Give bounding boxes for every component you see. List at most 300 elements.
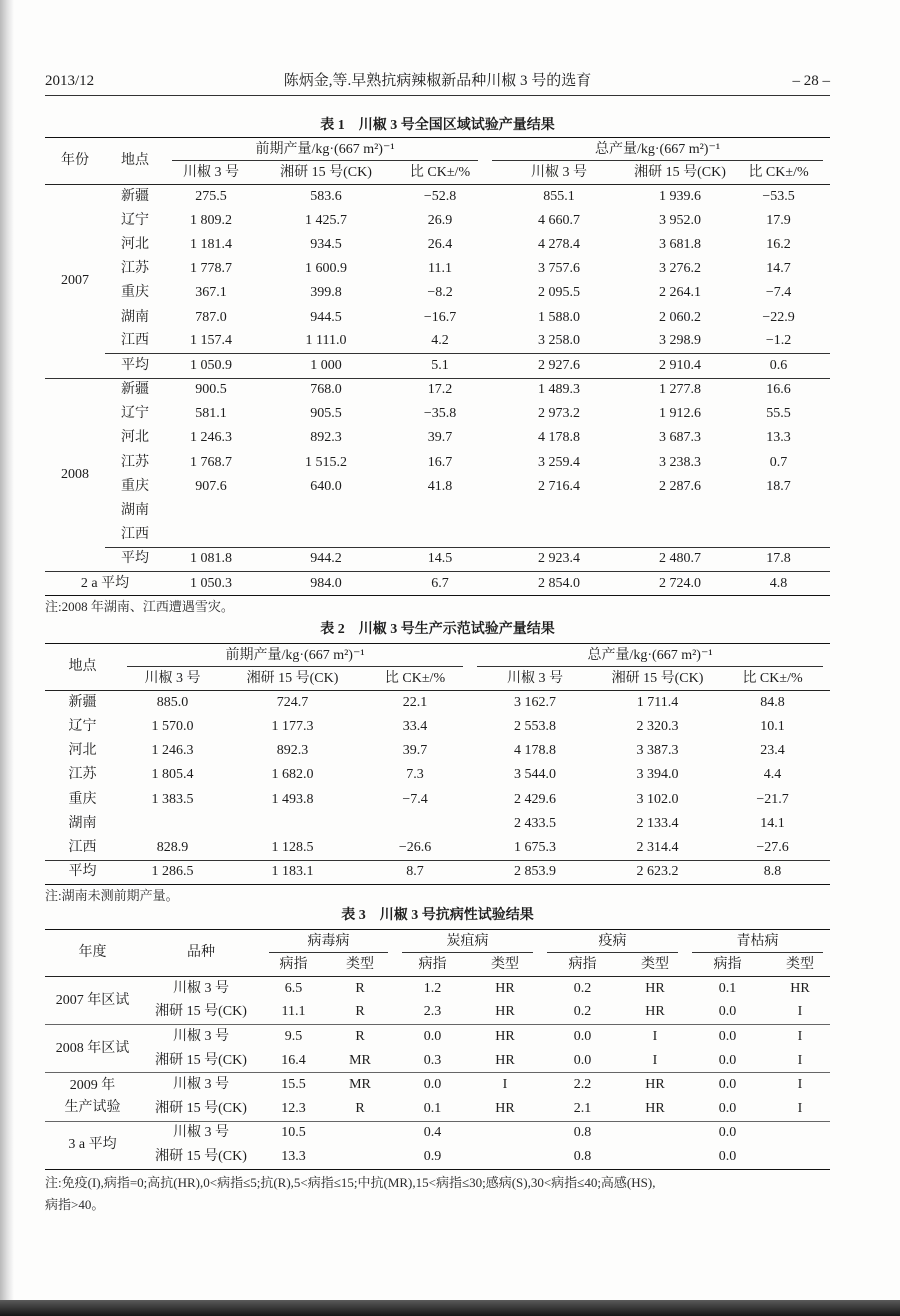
value-cell: 84.8 — [760, 694, 785, 710]
value-cell: 1 277.8 — [633, 378, 727, 402]
site-cell: 江苏 — [121, 454, 149, 470]
value-cell: 2 716.4 — [538, 478, 581, 494]
value-cell: 0.7 — [769, 454, 788, 470]
value-cell — [395, 499, 485, 523]
value-cell: 8.8 — [715, 860, 830, 884]
table-subheader-row — [45, 667, 830, 691]
value-cell: 0.6 — [727, 354, 830, 378]
average-label: 平均 — [45, 860, 120, 884]
value-cell: 1 050.3 — [165, 572, 257, 596]
subheader-disease-index: 病指 — [395, 953, 470, 977]
value-cell: 41.8 — [427, 478, 453, 494]
average-row — [45, 547, 830, 571]
value-cell: 2 553.8 — [514, 718, 557, 734]
value-cell: HR — [645, 980, 665, 996]
value-cell: 3 238.3 — [659, 454, 702, 470]
subheader-chuanjiao-early: 川椒 3 号 — [120, 667, 225, 691]
variety-cell: 川椒 3 号 — [140, 1121, 262, 1145]
table-2 — [45, 643, 830, 885]
overall-average-label: 2 a 平均 — [45, 572, 165, 596]
value-cell: 3 687.3 — [659, 430, 702, 446]
value-cell: 0.2 — [573, 980, 592, 996]
site-cell: 河北 — [121, 236, 149, 252]
column-header-variety: 品种 — [140, 930, 262, 977]
average-row — [45, 354, 830, 378]
table-row — [45, 451, 830, 475]
value-cell: 944.5 — [310, 309, 342, 325]
value-cell: 2 433.5 — [514, 815, 557, 831]
site-cell: 新疆 — [68, 694, 97, 710]
value-cell: 17.2 — [395, 378, 485, 402]
value-cell: −7.4 — [402, 791, 428, 807]
value-cell: 0.0 — [685, 1025, 770, 1049]
value-cell: R — [325, 1025, 395, 1049]
site-cell: 新疆 — [105, 378, 165, 402]
value-cell: 0.0 — [685, 1121, 770, 1145]
value-cell: 0.0 — [718, 1100, 737, 1116]
subheader-diff-early: 比 CK±/% — [360, 667, 470, 691]
value-cell: 14.1 — [760, 815, 785, 831]
running-title: 陈炳金,等.早熟抗病辣椒新品种川椒 3 号的选育 — [283, 73, 592, 89]
value-cell: HR — [645, 1100, 665, 1116]
value-cell: −1.2 — [765, 333, 792, 349]
value-cell — [625, 1145, 685, 1169]
value-cell: 3 544.0 — [514, 767, 557, 783]
value-cell: 768.0 — [257, 378, 395, 402]
column-group-total-yield: 总产量/kg·(667 m²)⁻¹ — [470, 644, 830, 668]
value-cell: I — [770, 1073, 830, 1097]
variety-cell: 湘研 15 号(CK) — [155, 1100, 247, 1116]
value-cell: 1 128.5 — [271, 839, 314, 855]
value-cell: 2 724.0 — [633, 572, 727, 596]
value-cell: 8.7 — [360, 860, 470, 884]
value-cell: 3 102.0 — [636, 791, 679, 807]
site-cell: 江苏 — [68, 767, 97, 783]
value-cell: 3 387.3 — [636, 743, 679, 759]
value-cell: 0.9 — [423, 1148, 442, 1164]
value-cell: I — [625, 1025, 685, 1049]
site-cell: 新疆 — [121, 188, 149, 204]
column-group-virus-disease: 病毒病 — [262, 930, 395, 954]
table-2-body — [45, 691, 830, 885]
trial-year-cell — [45, 1073, 140, 1121]
value-cell — [727, 523, 830, 547]
column-group-bacterial-wilt: 青枯病 — [685, 930, 830, 954]
value-cell: 1 181.4 — [190, 236, 232, 252]
value-cell: 892.3 — [276, 743, 309, 759]
table-row — [45, 763, 830, 787]
value-cell — [470, 1121, 540, 1145]
trial-year-line: 生产试验 — [64, 1099, 121, 1115]
value-cell: 0.0 — [718, 1148, 737, 1164]
value-cell: 2 853.9 — [470, 860, 600, 884]
value-cell: 11.1 — [281, 1004, 306, 1020]
value-cell: 14.5 — [395, 547, 485, 571]
column-header-trial-year: 年度 — [45, 930, 140, 977]
value-cell: 0.0 — [540, 1025, 625, 1049]
value-cell: 2 095.5 — [538, 285, 581, 301]
value-cell: 2 923.4 — [485, 547, 633, 571]
value-cell — [770, 1121, 830, 1145]
value-cell: 4 660.7 — [538, 212, 581, 228]
trial-year-line: 2009 年 — [69, 1077, 116, 1093]
value-cell: 1 489.3 — [485, 378, 633, 402]
value-cell: 1 805.4 — [151, 767, 194, 783]
value-cell: 0.0 — [395, 1025, 470, 1049]
value-cell — [325, 1121, 395, 1145]
site-cell: 江西 — [121, 333, 149, 349]
table-row — [45, 499, 830, 523]
table-1 — [45, 137, 830, 596]
value-cell: 5.1 — [395, 354, 485, 378]
value-cell: MR — [349, 1052, 371, 1068]
value-cell: 2 910.4 — [633, 354, 727, 378]
value-cell: 900.5 — [165, 378, 257, 402]
value-cell: 275.5 — [195, 188, 227, 204]
value-cell: 23.4 — [760, 743, 785, 759]
value-cell: HR — [495, 1052, 515, 1068]
value-cell: −16.7 — [423, 309, 457, 325]
year-cell: 2008 — [45, 378, 105, 572]
table-header-row — [45, 930, 830, 954]
value-cell: 885.0 — [156, 694, 189, 710]
value-cell: 4.4 — [763, 767, 782, 783]
value-cell: HR — [470, 1025, 540, 1049]
table-row — [45, 977, 830, 1001]
column-group-total-yield: 总产量/kg·(667 m²)⁻¹ — [485, 138, 830, 162]
value-cell: 0.0 — [718, 1004, 737, 1020]
table-3 — [45, 929, 830, 1170]
value-cell — [165, 499, 257, 523]
subheader-check-total: 湘研 15 号(CK) — [633, 161, 727, 185]
value-cell: 3 394.0 — [636, 767, 679, 783]
value-cell: I — [770, 1025, 830, 1049]
value-cell: 1 600.9 — [305, 261, 347, 277]
value-cell: 0.1 — [423, 1100, 442, 1116]
value-cell: 2 060.2 — [659, 309, 702, 325]
value-cell: 18.7 — [766, 478, 791, 494]
table-row — [45, 1025, 830, 1049]
variety-cell: 川椒 3 号 — [173, 980, 229, 996]
value-cell: 9.5 — [262, 1025, 325, 1049]
site-cell: 辽宁 — [68, 718, 97, 734]
value-cell — [165, 523, 257, 547]
scan-left-edge — [0, 0, 14, 1316]
table-row — [45, 426, 830, 450]
value-cell: 1 675.3 — [514, 839, 557, 855]
site-cell: 江苏 — [121, 261, 149, 277]
subheader-disease-index: 病指 — [540, 953, 625, 977]
site-cell: 辽宁 — [121, 406, 149, 422]
subheader-resistance-type: 类型 — [325, 953, 395, 977]
subheader-diff-total: 比 CK±/% — [727, 161, 830, 185]
value-cell: 16.6 — [727, 378, 830, 402]
value-cell: 1 050.9 — [165, 354, 257, 378]
value-cell: 4.2 — [431, 333, 449, 349]
column-header-site: 地点 — [45, 644, 120, 691]
table-header-row — [45, 138, 830, 162]
value-cell: HR — [645, 1004, 665, 1020]
value-cell: 13.3 — [281, 1148, 306, 1164]
value-cell — [625, 1121, 685, 1145]
value-cell: −21.7 — [756, 791, 789, 807]
column-group-early-yield: 前期产量/kg·(667 m²)⁻¹ — [165, 138, 485, 162]
value-cell: 1 912.6 — [659, 406, 702, 422]
value-cell: 0.0 — [718, 1052, 737, 1068]
value-cell — [633, 499, 727, 523]
value-cell: 17.9 — [766, 212, 791, 228]
table-row — [45, 475, 830, 499]
table-row — [45, 812, 830, 836]
value-cell: HR — [495, 1100, 515, 1116]
value-cell — [395, 523, 485, 547]
value-cell: 1 383.5 — [151, 791, 194, 807]
average-label: 平均 — [105, 354, 165, 378]
table-2-note: 注:湖南未测前期产量。 — [45, 888, 179, 903]
value-cell: −8.2 — [427, 285, 453, 301]
value-cell: 12.3 — [281, 1100, 306, 1116]
table-3-note-line: 病指>40。 — [45, 1197, 105, 1212]
value-cell: 1 711.4 — [636, 694, 679, 710]
trial-year-cell — [45, 1121, 140, 1169]
table-3-note — [45, 1172, 830, 1216]
table-row — [45, 281, 830, 305]
table-row — [45, 1049, 830, 1073]
value-cell: 33.4 — [402, 718, 428, 734]
value-cell: 1 682.0 — [271, 767, 314, 783]
scan-bottom-band — [0, 1300, 900, 1316]
value-cell: 0.4 — [395, 1121, 470, 1145]
value-cell: 16.4 — [281, 1052, 306, 1068]
subheader-resistance-type: 类型 — [770, 953, 830, 977]
value-cell: 1 246.3 — [190, 430, 232, 446]
value-cell: 1 246.3 — [151, 743, 194, 759]
value-cell — [485, 499, 633, 523]
subheader-chuanjiao-early: 川椒 3 号 — [165, 161, 257, 185]
value-cell: 2.2 — [540, 1073, 625, 1097]
value-cell: 0.0 — [573, 1052, 592, 1068]
table-row — [45, 1073, 830, 1097]
value-cell: 11.1 — [428, 261, 452, 277]
average-row — [45, 860, 830, 884]
subheader-disease-index: 病指 — [685, 953, 770, 977]
value-cell: 16.2 — [766, 236, 791, 252]
value-cell: 4 278.4 — [538, 236, 581, 252]
table-1-body — [45, 185, 830, 596]
trial-year-cell — [45, 1025, 140, 1073]
value-cell: 3 276.2 — [659, 261, 702, 277]
value-cell: 6.5 — [284, 980, 303, 996]
value-cell: 1 286.5 — [120, 860, 225, 884]
value-cell: 905.5 — [310, 406, 342, 422]
table-1-note: 注:2008 年湖南、江西遭遇雪灾。 — [45, 599, 234, 614]
subheader-resistance-type: 类型 — [625, 953, 685, 977]
value-cell: 2 973.2 — [538, 406, 581, 422]
column-header-site: 地点 — [105, 138, 165, 185]
value-cell — [120, 812, 225, 836]
subheader-chuanjiao-total: 川椒 3 号 — [485, 161, 633, 185]
value-cell: 1 939.6 — [659, 188, 702, 204]
value-cell: I — [470, 1073, 540, 1097]
value-cell: 26.9 — [427, 212, 453, 228]
table-row — [45, 691, 830, 715]
value-cell: 1 570.0 — [151, 718, 194, 734]
value-cell: −52.8 — [423, 188, 457, 204]
value-cell: 3 259.4 — [538, 454, 581, 470]
table-row — [45, 185, 830, 209]
value-cell: I — [797, 1004, 803, 1020]
page-number: – 28 – — [792, 73, 830, 89]
value-cell: HR — [495, 1004, 515, 1020]
table-header-row — [45, 644, 830, 668]
year-cell: 2007 — [61, 273, 89, 289]
value-cell: 1 588.0 — [538, 309, 581, 325]
value-cell — [325, 1145, 395, 1169]
value-cell — [633, 523, 727, 547]
value-cell — [470, 1145, 540, 1169]
value-cell: 7.3 — [406, 767, 424, 783]
table-row — [45, 233, 830, 257]
value-cell: 10.5 — [262, 1121, 325, 1145]
table-row — [45, 788, 830, 812]
site-cell: 湖南 — [121, 503, 149, 519]
value-cell: 2 264.1 — [659, 285, 702, 301]
value-cell: 22.1 — [402, 694, 428, 710]
value-cell: 0.2 — [573, 1004, 592, 1020]
value-cell: 828.9 — [156, 839, 189, 855]
header-rule — [45, 95, 830, 96]
subheader-resistance-type: 类型 — [470, 953, 540, 977]
value-cell: R — [355, 1100, 365, 1116]
value-cell: 2 429.6 — [514, 791, 557, 807]
value-cell: 55.5 — [766, 406, 791, 422]
table-row — [45, 836, 830, 860]
value-cell: 13.3 — [766, 430, 791, 446]
site-cell: 河北 — [68, 743, 97, 759]
value-cell: −7.4 — [765, 285, 792, 301]
column-group-anthracnose: 炭疽病 — [395, 930, 540, 954]
site-cell: 河北 — [121, 430, 149, 446]
value-cell: −53.5 — [762, 188, 795, 204]
value-cell: 583.6 — [310, 188, 342, 204]
value-cell — [770, 1145, 830, 1169]
value-cell: 2.1 — [573, 1100, 592, 1116]
value-cell: −26.6 — [398, 839, 432, 855]
value-cell — [360, 812, 470, 836]
value-cell: 4 178.8 — [538, 430, 581, 446]
value-cell: 2 133.4 — [636, 815, 679, 831]
value-cell: 787.0 — [195, 309, 227, 325]
running-head — [45, 71, 830, 91]
value-cell: 934.5 — [310, 236, 342, 252]
value-cell: 1 157.4 — [190, 333, 232, 349]
value-cell — [257, 523, 395, 547]
value-cell: 944.2 — [257, 547, 395, 571]
value-cell: R — [355, 980, 365, 996]
table-1-title: 表 1 川椒 3 号全国区域试验产量结果 — [320, 118, 555, 133]
trial-year-line: 2008 年区试 — [55, 1040, 130, 1056]
value-cell: 1 111.0 — [305, 333, 347, 349]
subheader-chuanjiao-total: 川椒 3 号 — [470, 667, 600, 691]
value-cell: 892.3 — [310, 430, 342, 446]
value-cell: 1 493.8 — [271, 791, 314, 807]
table-row — [45, 209, 830, 233]
value-cell: 15.5 — [262, 1073, 325, 1097]
column-group-phytophthora-blight: 疫病 — [540, 930, 685, 954]
table-row — [45, 257, 830, 281]
value-cell: 367.1 — [195, 285, 227, 301]
value-cell: 39.7 — [402, 743, 428, 759]
value-cell: 1 183.1 — [225, 860, 360, 884]
value-cell: 1 778.7 — [190, 261, 232, 277]
variety-cell: 湘研 15 号(CK) — [155, 1004, 247, 1020]
value-cell: 724.7 — [276, 694, 309, 710]
value-cell: 2.3 — [423, 1004, 442, 1020]
value-cell: 3 258.0 — [538, 333, 581, 349]
value-cell: 3 162.7 — [514, 694, 557, 710]
value-cell: 26.4 — [427, 236, 453, 252]
subheader-diff-total: 比 CK±/% — [715, 667, 830, 691]
value-cell: 1 000 — [257, 354, 395, 378]
table-row — [45, 1097, 830, 1121]
value-cell: I — [797, 1100, 803, 1116]
value-cell: 10.1 — [760, 718, 785, 734]
value-cell: 6.7 — [395, 572, 485, 596]
value-cell: 2 287.6 — [659, 478, 702, 494]
issue-date: 2013/12 — [45, 73, 95, 89]
value-cell: 2 623.2 — [600, 860, 715, 884]
value-cell: 4 178.8 — [514, 743, 557, 759]
value-cell: 39.7 — [427, 430, 453, 446]
table-row — [45, 715, 830, 739]
value-cell: 3 757.6 — [538, 261, 581, 277]
subheader-diff-early: 比 CK±/% — [395, 161, 485, 185]
trial-year-line: 3 a 平均 — [68, 1137, 117, 1153]
column-group-early-yield: 前期产量/kg·(667 m²)⁻¹ — [120, 644, 470, 668]
site-cell: 重庆 — [68, 791, 97, 807]
value-cell: 16.7 — [427, 454, 453, 470]
value-cell: 581.1 — [195, 406, 227, 422]
table-row — [45, 402, 830, 426]
value-cell: HR — [790, 980, 810, 996]
subheader-check-early: 湘研 15 号(CK) — [225, 667, 360, 691]
table-row — [45, 305, 830, 329]
value-cell: I — [797, 1052, 803, 1068]
value-cell: 2 854.0 — [485, 572, 633, 596]
overall-average-row — [45, 572, 830, 596]
value-cell: 907.6 — [195, 478, 227, 494]
value-cell — [485, 523, 633, 547]
value-cell: 2 480.7 — [633, 547, 727, 571]
value-cell: 3 681.8 — [659, 236, 702, 252]
site-cell: 辽宁 — [121, 212, 149, 228]
value-cell: 1 425.7 — [305, 212, 347, 228]
table-row — [45, 1145, 830, 1169]
site-cell: 重庆 — [121, 285, 149, 301]
variety-cell: 湘研 15 号(CK) — [155, 1052, 247, 1068]
table-row — [45, 378, 830, 402]
table-row — [45, 739, 830, 763]
value-cell: 984.0 — [257, 572, 395, 596]
subheader-check-early: 湘研 15 号(CK) — [257, 161, 395, 185]
value-cell: 0.0 — [395, 1073, 470, 1097]
site-cell: 江西 — [121, 526, 149, 542]
column-header-year: 年份 — [45, 138, 105, 185]
value-cell: 399.8 — [310, 285, 342, 301]
table-3-note-line: 注:免疫(I),病指=0;高抗(HR),0<病指≤5;抗(R),5<病指≤15;中抗(MR),15<病指≤30;感病(S),30<病指≤40;高感(HS), — [45, 1175, 656, 1190]
value-cell: 3 298.9 — [659, 333, 702, 349]
site-cell: 湖南 — [121, 309, 149, 325]
